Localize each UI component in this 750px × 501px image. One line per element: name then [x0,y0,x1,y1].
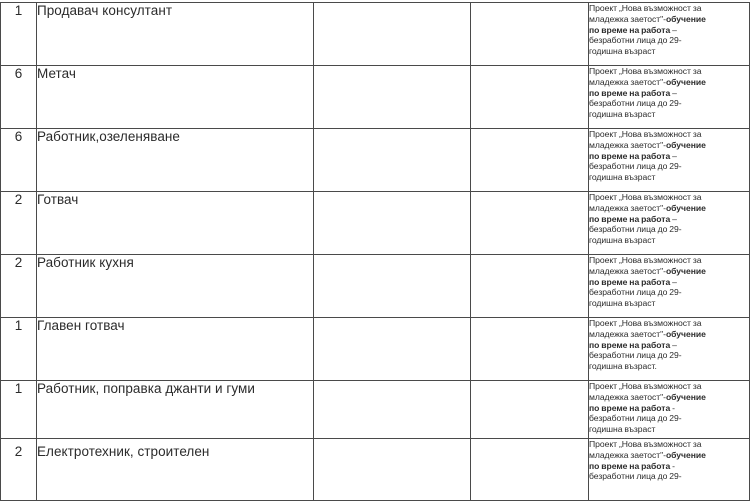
cell-count: 1 [1,318,37,381]
project-line-2-normal: младежка заетост"- [589,328,666,339]
table-row [1,3,750,66]
cell-blank-2 [471,129,589,192]
project-line-2-bold: обучение [665,202,706,213]
project-line-2-bold: обучение [665,328,706,339]
cell-project [589,129,750,192]
project-line-4: безработни лица до 29- [589,35,682,46]
cell-blank-2 [471,439,589,501]
project-line-2-bold: обучение [665,391,706,402]
cell-blank-1 [314,192,471,255]
project-line-2-normal: младежка заетост"- [589,449,666,460]
cell-project [589,192,750,255]
project-line-3-bold: по време на работа [589,402,671,413]
cell-project [589,255,750,318]
cell-project [589,66,750,129]
project-line-3-tail: – [670,213,677,224]
table-row [1,439,750,501]
cell-blank-2 [471,255,589,318]
project-line-4: безработни лица до 29- [589,350,682,361]
project-line-3-bold: по време на работа [589,276,671,287]
project-line-2-normal: младежка заетост"- [589,265,666,276]
project-line-3-bold: по време на работа [589,339,671,350]
project-description [589,66,749,120]
project-line-1: Проект „Нова възможност за [589,66,702,76]
table-body [1,3,750,501]
cell-blank-2 [471,3,589,66]
table-row [1,129,750,192]
project-line-1: Проект „Нова възможност за [589,381,702,391]
project-description [589,129,749,183]
project-line-3-tail: – [670,339,677,350]
project-line-5: годишна възраст [589,172,656,183]
cell-position: Работник, поправка джанти и гуми [37,381,314,439]
project-line-5: годишна възраст [589,46,656,57]
project-line-4: безработни лица до 29- [589,98,682,109]
cell-blank-2 [471,381,589,439]
project-line-3-bold: по време на работа [589,213,671,224]
project-line-2-normal: младежка заетост"- [589,202,666,213]
table-row [1,318,750,381]
project-line-3-bold: по време на работа [589,460,671,471]
cell-count: 2 [1,255,37,318]
project-line-3-bold: по време на работа [589,87,671,98]
cell-position: Електротехник, строителен [37,439,314,501]
project-line-2-normal: младежка заетост"- [589,391,666,402]
project-line-5: годишна възраст. [589,361,657,372]
project-description [589,318,749,372]
project-line-3-tail: – [670,150,677,161]
cell-count: 2 [1,192,37,255]
project-line-5: годишна възраст [589,109,656,120]
cell-blank-1 [314,3,471,66]
project-line-3-tail: – [670,87,677,98]
project-line-3-tail: – [670,24,677,35]
cell-blank-1 [314,381,471,439]
project-line-5: годишна възраст [589,424,656,435]
project-line-1: Проект „Нова възможност за [589,318,702,328]
table-row [1,255,750,318]
project-line-4: безработни лица до 29- [589,224,682,235]
project-line-4: безработни лица до 29- [589,471,682,482]
project-line-4: безработни лица до 29- [589,161,682,172]
table-row [1,192,750,255]
cell-count: 1 [1,381,37,439]
project-description [589,255,749,309]
project-line-5: годишна възраст [589,298,656,309]
project-line-5: годишна възраст [589,235,656,246]
cell-blank-2 [471,192,589,255]
cell-project [589,318,750,381]
cell-count: 1 [1,3,37,66]
cell-blank-1 [314,66,471,129]
cell-project [589,3,750,66]
project-description [589,381,749,435]
project-description [589,3,749,57]
table-row [1,381,750,439]
project-description [589,192,749,246]
cell-count: 6 [1,129,37,192]
cell-count: 2 [1,439,37,501]
project-line-3-tail: - [670,460,675,471]
cell-position: Работник,озеленяване [37,129,314,192]
cell-blank-1 [314,129,471,192]
cell-blank-2 [471,318,589,381]
cell-blank-1 [314,439,471,501]
jobs-table [0,2,750,501]
cell-blank-1 [314,318,471,381]
table-row [1,66,750,129]
project-line-2-bold: обучение [665,449,706,460]
project-line-3-tail: – [670,276,677,287]
project-line-2-bold: обучение [665,13,706,24]
cell-count: 6 [1,66,37,129]
project-line-1: Проект „Нова възможност за [589,439,702,449]
project-line-4: безработни лица до 29- [589,413,682,424]
cell-position: Продавач консултант [37,3,314,66]
cell-blank-2 [471,66,589,129]
cell-project [589,439,750,501]
cell-position: Метач [37,66,314,129]
project-description [589,439,749,482]
cell-blank-1 [314,255,471,318]
project-line-2-bold: обучение [665,265,706,276]
project-line-3-bold: по време на работа [589,150,671,161]
cell-project [589,381,750,439]
project-line-1: Проект „Нова възможност за [589,3,702,13]
cell-position: Работник кухня [37,255,314,318]
project-line-1: Проект „Нова възможност за [589,129,702,139]
project-line-1: Проект „Нова възможност за [589,255,702,265]
project-line-2-normal: младежка заетост"- [589,76,666,87]
project-line-2-normal: младежка заетост"- [589,139,666,150]
project-line-2-normal: младежка заетост"- [589,13,666,24]
project-line-2-bold: обучение [665,139,706,150]
project-line-3-tail: - [670,402,675,413]
project-line-4: безработни лица до 29- [589,287,682,298]
cell-position: Главен готвач [37,318,314,381]
cell-position: Готвач [37,192,314,255]
project-line-1: Проект „Нова възможност за [589,192,702,202]
project-line-2-bold: обучение [665,76,706,87]
project-line-3-bold: по време на работа [589,24,671,35]
